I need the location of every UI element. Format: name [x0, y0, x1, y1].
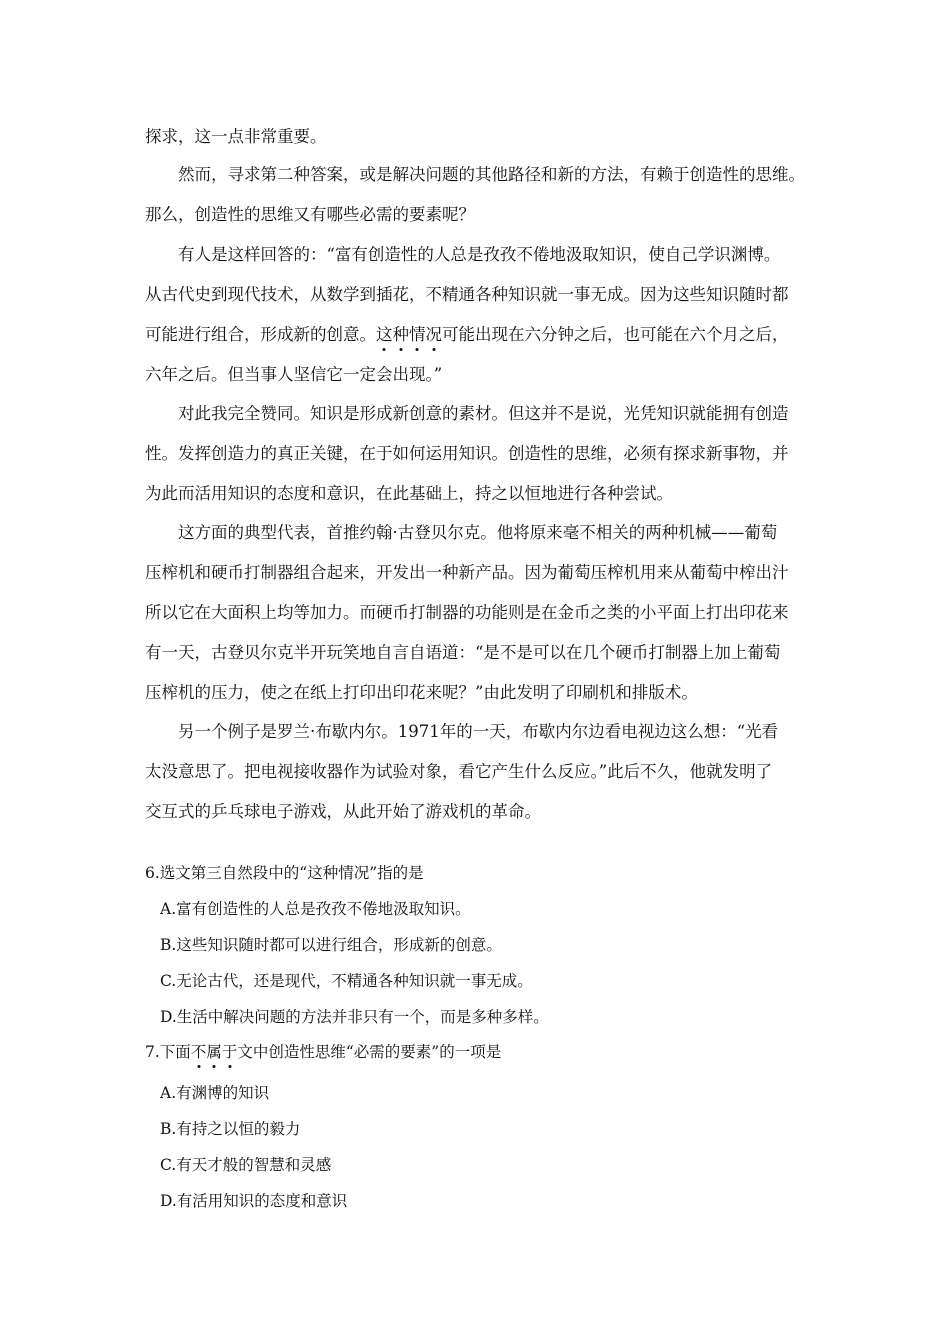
question-text: 文中创造性思维“必需的要素”的一项是: [237, 1043, 502, 1061]
passage-line: 六年之后。但当事人坚信它一定会出现。”: [145, 365, 443, 384]
emphasized-char: 这: [376, 325, 393, 344]
question-7-option-b[interactable]: B.有持之以恒的毅力: [160, 1120, 301, 1138]
passage-line: 压榨机和硬币打制器组合起来，开发出一种新产品。因为葡萄压榨机用来从葡萄中榨出汁: [145, 563, 789, 582]
passage-line: 所以它在大面积上均等加力。而硬币打制器的功能则是在金币之类的小平面上打出印花来: [145, 603, 789, 622]
emphasized-char: 于: [221, 1043, 238, 1061]
passage-line: 另一个例子是罗兰·布歇内尔。1971年的一天，布歇内尔边看电视边这么想：“光看: [178, 722, 779, 741]
question-6-option-a[interactable]: A.富有创造性的人总是孜孜不倦地汲取知识。: [160, 900, 471, 918]
question-6-stem: 6.选文第三自然段中的“这种情况”指的是: [145, 864, 424, 882]
emphasized-char: 况: [425, 325, 442, 344]
emphasized-char: 不: [190, 1043, 207, 1061]
passage-line: 那么，创造性的思维又有哪些必需的要素呢？: [145, 205, 475, 224]
question-7-stem: [145, 1041, 501, 1063]
question-6-option-d[interactable]: D.生活中解决问题的方法并非只有一个，而是多种多样。: [160, 1008, 549, 1026]
passage-text: 可能进行组合，形成新的创意。: [145, 325, 376, 344]
passage-line: 对此我完全赞同。知识是形成新创意的素材。但这并不是说，光凭知识就能拥有创造: [178, 404, 789, 423]
question-7-option-a[interactable]: A.有渊博的知识: [160, 1084, 270, 1102]
passage-text: 可能出现在六分钟之后，也可能在六个月之后，: [442, 325, 789, 344]
passage-line: [145, 324, 789, 346]
emphasized-char: 种: [392, 325, 409, 344]
emphasized-char: 属: [206, 1043, 222, 1061]
emphasized-char: 情: [409, 325, 426, 344]
passage-line: 从古代史到现代技术，从数学到插花，不精通各种知识就一事无成。因为这些知识随时都: [145, 285, 789, 304]
passage-line: 性。发挥创造力的真正关键，在于如何运用知识。创造性的思维，必须有探求新事物，并: [145, 444, 789, 463]
question-6-option-c[interactable]: C.无论古代，还是现代，不精通各种知识就一事无成。: [160, 972, 533, 990]
passage-line: 有一天，古登贝尔克半开玩笑地自言自语道：“是不是可以在几个硬币打制器上加上葡萄: [145, 643, 781, 662]
passage-line: 探求，这一点非常重要。: [145, 127, 327, 146]
passage-line: 太没意思了。把电视接收器作为试验对象，看它产生什么反应。”此后不久，他就发明了: [145, 762, 773, 781]
passage-line: 压榨机的压力，使之在纸上打印出印花来呢？”由此发明了印刷机和排版术。: [145, 683, 698, 702]
question-6-option-b[interactable]: B.这些知识随时都可以进行组合，形成新的创意。: [160, 936, 502, 954]
question-7-option-c[interactable]: C.有天才般的智慧和灵感: [160, 1156, 332, 1174]
passage-line: 这方面的典型代表，首推约翰·古登贝尔克。他将原来毫不相关的两种机械——葡萄: [178, 523, 778, 542]
passage-line: 为此而活用知识的态度和意识，在此基础上，持之以恒地进行各种尝试。: [145, 484, 673, 503]
passage-line: 交互式的乒乓球电子游戏，从此开始了游戏机的革命。: [145, 802, 541, 821]
question-7-option-d[interactable]: D.有活用知识的态度和意识: [160, 1192, 348, 1210]
passage-line: 有人是这样回答的：“富有创造性的人总是孜孜不倦地汲取知识，使自己学识渊博。: [178, 245, 781, 264]
question-text: 7.下面: [145, 1043, 191, 1061]
passage-line: 然而，寻求第二种答案，或是解决问题的其他路径和新的方法，有赖于创造性的思维。: [178, 165, 805, 184]
